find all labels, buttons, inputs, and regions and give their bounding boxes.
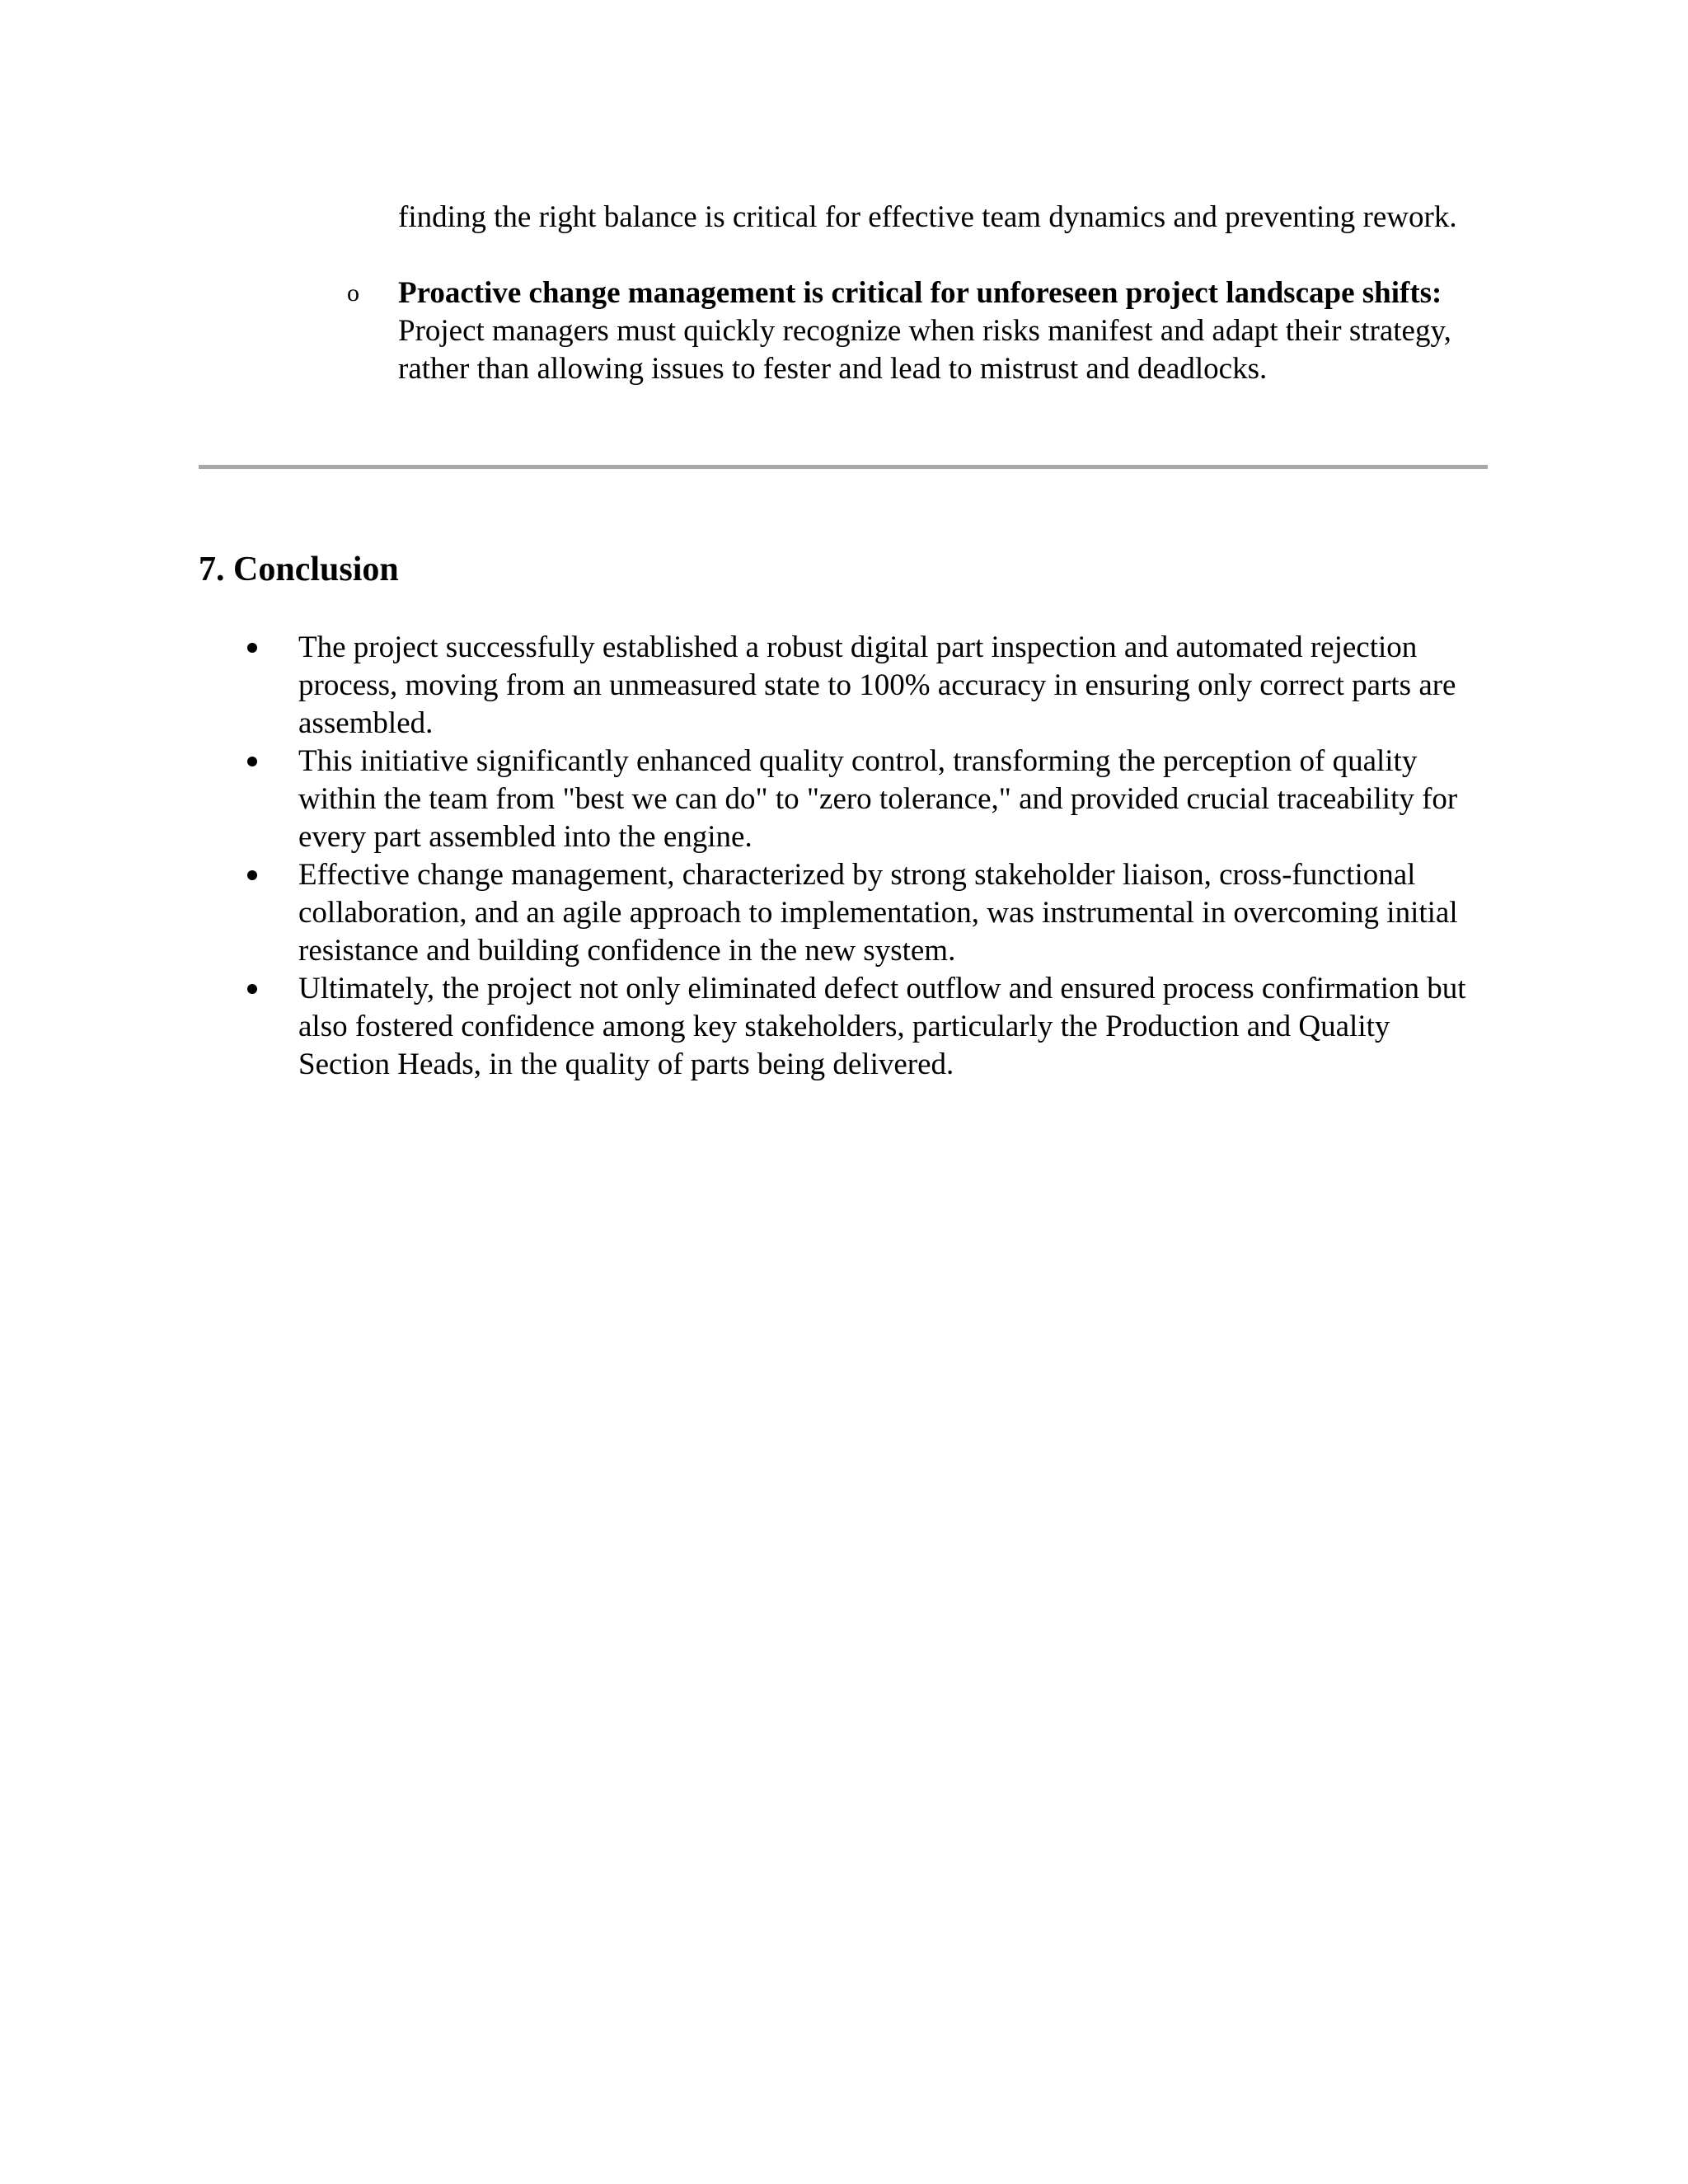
bullet-dot-icon xyxy=(247,870,257,880)
conclusion-bullet-item xyxy=(0,970,1467,1084)
sub-bullet-marker: o xyxy=(347,279,359,307)
conclusion-bullet-list xyxy=(0,629,1688,1084)
bullet-dot-icon xyxy=(247,757,257,766)
lessons-sub-item-continuation: finding the right balance is critical for effective team dynamics and preventing rework. xyxy=(398,200,1457,234)
conclusion-bullet-item xyxy=(0,629,1467,743)
conclusion-bullet-text: This initiative significantly enhanced quality control, transforming the perception of quality within the team from "best we can do" to "zero tolerance," and provided crucial traceability for every part assembled into the engine. xyxy=(298,744,1458,854)
conclusion-bullet-text: Effective change management, characterized by strong stakeholder liaison, cross-functional collaboration, and an agile approach to implementation, was instrumental in overcoming initial resistance and building confidence in the new system. xyxy=(298,858,1458,968)
lessons-sub-item-proactive-change xyxy=(398,274,1494,388)
conclusion-bullet-text: Ultimately, the project not only eliminated defect outflow and ensured process confirmation but also fostered confidence among key stakeholders, particularly the Production and Quality Section Heads, in the quality of parts being delivered. xyxy=(298,972,1466,1081)
section-divider xyxy=(199,465,1488,469)
conclusion-bullet-item xyxy=(0,743,1467,856)
sub-item-body-text: Project managers must quickly recognize when risks manifest and adapt their strategy, rather than allowing issues to fester and lead to mistrust and deadlocks. xyxy=(398,314,1451,386)
bullet-dot-icon xyxy=(247,984,257,994)
conclusion-bullet-item xyxy=(0,856,1467,970)
bullet-dot-icon xyxy=(247,643,257,653)
sub-item-bold-lead: Proactive change management is critical for unforeseen project landscape shifts: xyxy=(398,276,1442,310)
conclusion-bullet-text: The project successfully established a robust digital part inspection and automated rejection process, moving from an unmeasured state to 100% accuracy in ensuring only correct parts are assembled. xyxy=(298,630,1456,740)
conclusion-heading: 7. Conclusion xyxy=(199,551,399,588)
